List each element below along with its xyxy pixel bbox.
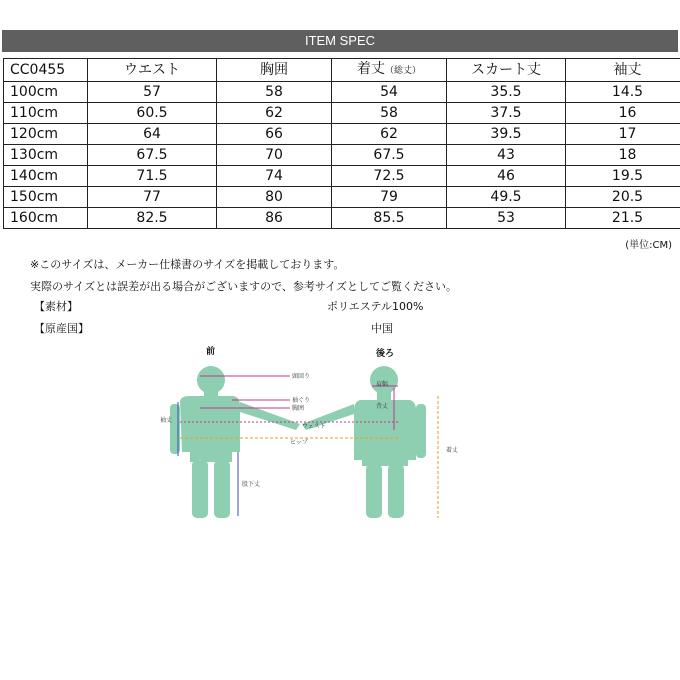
column-header: 胸囲 <box>217 59 332 82</box>
shoulder-label: 肩幅 <box>376 381 389 388</box>
value-cell: 53 <box>447 208 566 229</box>
column-header: スカート丈 <box>447 59 566 82</box>
front-body-figure <box>170 366 300 518</box>
size-cell: 140cm <box>4 166 88 187</box>
value-cell: 58 <box>332 103 447 124</box>
value-cell: 85.5 <box>332 208 447 229</box>
measurement-diagram <box>140 340 480 530</box>
column-header: 着丈（総丈） <box>332 59 447 82</box>
table-header-row <box>4 59 680 82</box>
sleeve-label: 袖丈 <box>160 417 173 424</box>
value-cell: 35.5 <box>447 82 566 103</box>
value-cell: 62 <box>217 103 332 124</box>
table-row <box>4 124 680 145</box>
inseam-label: 股下丈 <box>242 481 261 488</box>
chest-label: 胸囲 <box>292 405 305 412</box>
material-label: 【素材】 <box>34 300 78 313</box>
size-note-2: 実際のサイズとは誤差が出る場合がございますので、参考サイズとしてご覧ください。 <box>30 280 458 293</box>
table-row <box>4 208 680 229</box>
front-label: 前 <box>206 347 216 357</box>
value-cell: 57 <box>88 82 217 103</box>
value-cell: 19.5 <box>566 166 680 187</box>
table-row <box>4 187 680 208</box>
value-cell: 37.5 <box>447 103 566 124</box>
table-row <box>4 145 680 166</box>
value-cell: 71.5 <box>88 166 217 187</box>
material-value: ポリエステル100% <box>327 300 424 313</box>
product-code-cell: CC0455 <box>4 59 88 82</box>
value-cell: 14.5 <box>566 82 680 103</box>
unit-label: (単位:CM) <box>625 240 672 251</box>
table-row <box>4 82 680 103</box>
size-cell: 110cm <box>4 103 88 124</box>
value-cell: 18 <box>566 145 680 166</box>
back-body-figure <box>302 366 426 518</box>
value-cell: 20.5 <box>566 187 680 208</box>
value-cell: 58 <box>217 82 332 103</box>
table-row <box>4 166 680 187</box>
item-spec-header: ITEM SPEC <box>2 30 678 52</box>
size-cell: 160cm <box>4 208 88 229</box>
origin-label: 【原産国】 <box>34 322 89 335</box>
value-cell: 79 <box>332 187 447 208</box>
size-cell: 120cm <box>4 124 88 145</box>
total-length-label: 着丈 <box>446 447 459 454</box>
size-cell: 150cm <box>4 187 88 208</box>
value-cell: 39.5 <box>447 124 566 145</box>
hip-label: ヒップ <box>290 439 308 446</box>
value-cell: 67.5 <box>88 145 217 166</box>
value-cell: 16 <box>566 103 680 124</box>
value-cell: 49.5 <box>447 187 566 208</box>
value-cell: 82.5 <box>88 208 217 229</box>
value-cell: 86 <box>217 208 332 229</box>
value-cell: 72.5 <box>332 166 447 187</box>
value-cell: 60.5 <box>88 103 217 124</box>
value-cell: 17 <box>566 124 680 145</box>
waist-label: ウェスト <box>302 423 326 430</box>
value-cell: 46 <box>447 166 566 187</box>
value-cell: 64 <box>88 124 217 145</box>
neck-label: 頭回り <box>292 373 311 380</box>
size-note-1: ※このサイズは、メーカー仕様書のサイズを掲載しております。 <box>30 258 345 271</box>
armhole-label: 袖ぐり <box>292 397 311 404</box>
value-cell: 74 <box>217 166 332 187</box>
size-cell: 130cm <box>4 145 88 166</box>
value-cell: 70 <box>217 145 332 166</box>
size-spec-table <box>3 58 680 229</box>
value-cell: 43 <box>447 145 566 166</box>
table-row <box>4 103 680 124</box>
column-note: （総丈） <box>384 66 421 76</box>
column-header: 袖丈 <box>566 59 680 82</box>
back-label: 後ろ <box>376 349 395 359</box>
size-cell: 100cm <box>4 82 88 103</box>
back-length-label: 背丈 <box>376 403 389 410</box>
value-cell: 62 <box>332 124 447 145</box>
column-header: ウエスト <box>88 59 217 82</box>
value-cell: 80 <box>217 187 332 208</box>
value-cell: 67.5 <box>332 145 447 166</box>
origin-value: 中国 <box>371 322 393 335</box>
value-cell: 54 <box>332 82 447 103</box>
value-cell: 21.5 <box>566 208 680 229</box>
value-cell: 77 <box>88 187 217 208</box>
value-cell: 66 <box>217 124 332 145</box>
